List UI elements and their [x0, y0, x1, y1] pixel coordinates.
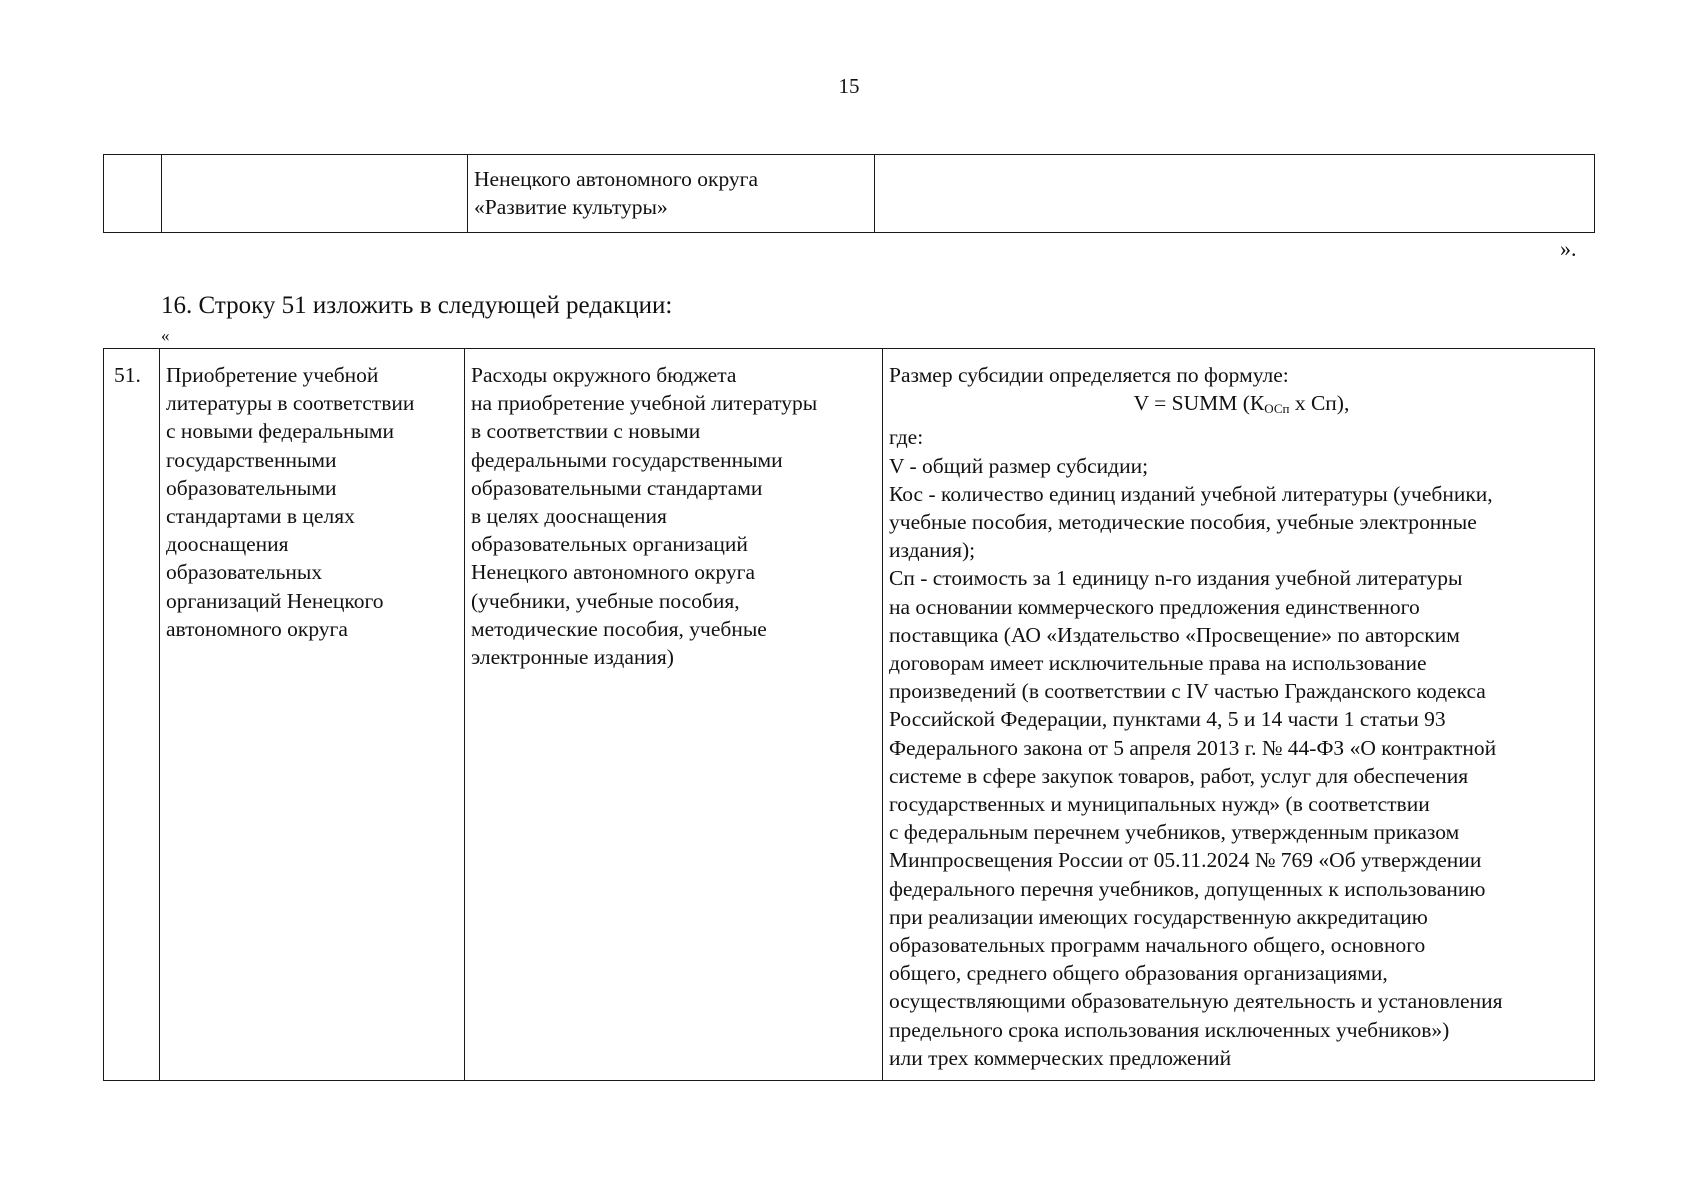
text-line: Расходы окружного бюджета	[471, 363, 737, 387]
text-line: Ненецкого автономного округа	[471, 560, 756, 585]
text-line: с федеральным перечнем учебников, утвержденным приказом	[889, 820, 1460, 845]
text-line: дооснащения	[166, 532, 289, 557]
text-line: при реализации имеющих государственную аккредитацию	[889, 904, 1428, 929]
opening-quote: «	[161, 326, 170, 345]
text-line: Cп - стоимость за 1 единицу n-го издания учебной литературы	[889, 566, 1463, 591]
text-line: автономного округа	[166, 616, 348, 641]
text-line: образовательных	[166, 560, 323, 585]
text-line: Минпросвещения России от 05.11.2024 № 769 «Об утверждении	[889, 848, 1482, 873]
formula-subscript: ОСп	[1264, 401, 1290, 417]
text-line: федерального перечня учебников, допущенных к использованию	[889, 876, 1486, 901]
text-line: договорам имеет исключительные права на использование	[889, 651, 1427, 676]
text-line: государственными	[166, 447, 337, 472]
formula	[889, 389, 1594, 423]
text-line: на основании коммерческого предложения единственного	[889, 594, 1420, 619]
text-line: учебные пособия, методические пособия, учебные электронные	[889, 510, 1477, 535]
formula-intro: Размер субсидии определяется по формуле:	[889, 363, 1289, 387]
text-line: осуществляющими образовательную деятельность и установления	[889, 989, 1503, 1014]
text-line: образовательных организаций	[471, 532, 748, 557]
text-line: организаций Ненецкого	[166, 588, 384, 613]
text-line: издания);	[889, 538, 976, 563]
text-line: электронные издания)	[471, 645, 674, 670]
text-line: с новыми федеральными	[166, 419, 395, 444]
text-line: образовательных программ начального общего, основного	[889, 933, 1426, 958]
text-line: государственных и муниципальных нужд» (в соответствии	[889, 792, 1430, 817]
text-line: на приобретение учебной литературы	[471, 391, 818, 416]
cell-number	[104, 155, 162, 233]
text-line: общего, среднего общего образования организациями,	[889, 961, 1388, 986]
page-number: 15	[838, 74, 860, 98]
cell-description	[468, 155, 875, 233]
table-row	[104, 349, 1595, 1081]
text-line: «Развитие культуры»	[474, 195, 668, 220]
text-line: где:	[889, 425, 924, 450]
text-line: Ненецкого автономного округа	[474, 167, 759, 191]
text-line: образовательными стандартами	[471, 475, 763, 500]
text-line: системе в сфере закупок товаров, работ, услуг для обеспечения	[889, 763, 1469, 788]
text-line: Российской Федерации, пунктами 4, 5 и 14 части 1 статьи 93	[889, 707, 1446, 732]
text-line: стандартами в целях	[166, 504, 355, 529]
cell-description	[465, 349, 883, 1081]
text-line: предельного срока использования исключенных учебников»)	[889, 1017, 1450, 1042]
text-line: V - общий размер субсидии;	[889, 453, 1149, 478]
formula-prefix: V = SUMM (К	[1133, 391, 1265, 416]
formula-suffix: x Cп),	[1289, 391, 1350, 416]
closing-quote: ».	[1560, 236, 1577, 261]
text-line: Приобретение учебной	[166, 363, 379, 387]
text-line: поставщика (АО «Издательство «Просвещение» по авторским	[889, 622, 1460, 647]
text-line: Кос - количество единиц изданий учебной литературы (учебники,	[889, 481, 1493, 506]
text-line: методические пособия, учебные	[471, 616, 767, 641]
row-number: 51.	[104, 349, 160, 1081]
cell-calculation	[875, 155, 1595, 233]
text-line: в соответствии с новыми	[471, 419, 701, 444]
cell-calculation	[883, 349, 1595, 1081]
text-line: литературы в соответствии	[166, 391, 415, 416]
table-continuation	[103, 154, 1595, 233]
text-line: образовательными	[166, 475, 337, 500]
table-row	[104, 155, 1595, 233]
text-line: (учебники, учебные пособия,	[471, 588, 740, 613]
text-line: или трех коммерческих предложений	[889, 1045, 1232, 1070]
text-line: Федерального закона от 5 апреля 2013 г. № 44-ФЗ «О контрактной	[889, 735, 1497, 760]
cell-name	[160, 349, 465, 1081]
amendment-heading: 16. Строку 51 изложить в следующей редакции:	[161, 292, 673, 319]
text-line: произведений (в соответствии с IV частью Гражданского кодекса	[889, 679, 1486, 704]
text-line: федеральными государственными	[471, 447, 783, 472]
text-line: в целях дооснащения	[471, 504, 667, 529]
table-row-51	[103, 348, 1595, 1081]
cell-name	[162, 155, 468, 233]
